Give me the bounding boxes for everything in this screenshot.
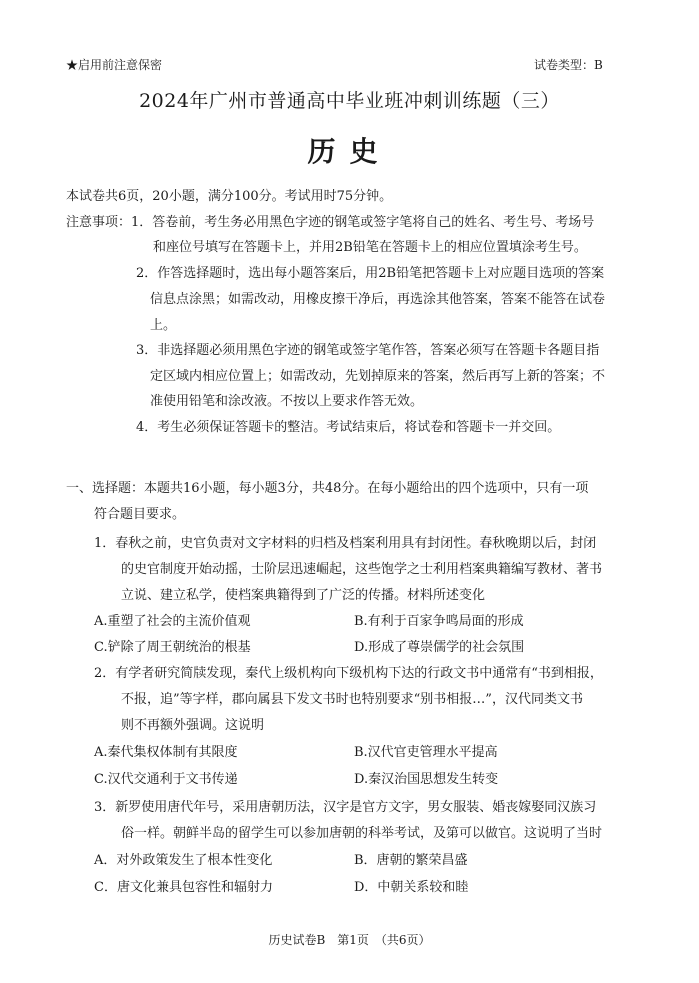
notice-line: 定区域内相应位置上；如需改动，先划掉原来的答案，然后再写上新的答案；不 — [150, 369, 606, 384]
option-b: B．唐朝的繁荣昌盛 — [354, 853, 468, 868]
option-b: B.汉代官吏管理水平提高 — [354, 745, 498, 760]
notice-line: 上。 — [150, 318, 177, 333]
option-a: A．对外政策发生了根本性变化 — [94, 853, 273, 868]
option-c: C．唐文化兼具包容性和辐射力 — [94, 880, 273, 895]
notice-line: 和座位号填写在答题卡上，并用2B铅笔在答题卡上的相应位置填涂考生号。 — [153, 240, 587, 255]
page-footer: 历史试卷B 第1页 （共6页） — [268, 933, 431, 947]
subject-title: 历史 — [307, 135, 392, 168]
option-a: A.重塑了社会的主流价值观 — [94, 614, 251, 629]
option-c: C.汉代交通利于文书传递 — [94, 772, 238, 787]
question-stem-line: 1．春秋之前，史官负责对文字材料的归档及档案利用具有封闭性。春秋晚期以后，封闭 — [94, 536, 597, 551]
notice-line: 2．作答选择题时，选出每小题答案后，用2B铅笔把答题卡上对应题目选项的答案 — [136, 266, 605, 281]
option-d: D.形成了尊崇儒学的社会氛围 — [354, 640, 525, 655]
question-stem-line: 俗一样。朝鲜半岛的留学生可以参加唐朝的科举考试，及第可以做官。这说明了当时 — [121, 826, 603, 841]
question-stem-line: 立说、建立私学，使档案典籍得到了广泛的传播。材料所述变化 — [121, 588, 486, 603]
notice-line: 3．非选择题必须用黑色字迹的钢笔或签字笔作答，答案必须写在答题卡各题目指 — [136, 343, 600, 358]
option-d: D．中朝关系较和睦 — [354, 880, 469, 895]
question-stem-line: 3．新罗使用唐代年号，采用唐朝历法，汉字是官方文字，男女服装、婚丧嫁娶同汉族习 — [94, 800, 597, 815]
paper-type: 试卷类型：B — [534, 58, 603, 72]
section-heading-cont: 符合题目要求。 — [94, 507, 186, 522]
exam-title: 2024年广州市普通高中毕业班冲刺训练题（三） — [139, 90, 560, 112]
option-c: C.铲除了周王朝统治的根基 — [94, 640, 251, 655]
notice-line: 4．考生必须保证答题卡的整洁。考试结束后，将试卷和答题卡一并交回。 — [136, 420, 561, 435]
notice-line: 注意事项：1．答卷前，考生务必用黑色字迹的钢笔或签字笔将自己的姓名、考生号、考场号 — [66, 215, 595, 230]
question-stem-line: 则不再额外强调。这说明 — [121, 718, 265, 733]
question-stem-line: 2．有学者研究简牍发现，秦代上级机构向下级机构下达的行政文书中通常有“书到相报， — [94, 666, 603, 681]
intro-line: 本试卷共6页，20小题，满分100分。考试用时75分钟。 — [66, 189, 393, 204]
option-b: B.有利于百家争鸣局面的形成 — [354, 614, 524, 629]
option-a: A.秦代集权体制有其限度 — [94, 745, 238, 760]
notice-line: 信息点涂黑；如需改动，用橡皮擦干净后，再选涂其他答案，答案不能答在试卷 — [150, 292, 606, 307]
section-heading: 一、选择题：本题共16小题，每小题3分，共48分。在每小题给出的四个选项中，只有一项 — [66, 481, 589, 496]
question-stem-line: 不报，追”等字样，郡向属县下发文书时也特别要求“别书相报…”，汉代同类文书 — [121, 692, 583, 707]
option-d: D.秦汉治国思想发生转变 — [354, 772, 499, 787]
confidential-mark: ★启用前注意保密 — [66, 58, 163, 72]
notice-line: 准使用铅笔和涂改液。不按以上要求作答无效。 — [150, 394, 424, 409]
question-stem-line: 的史官制度开始动摇，士阶层迅速崛起，这些饱学之士利用档案典籍编写教材、著书 — [121, 562, 603, 577]
